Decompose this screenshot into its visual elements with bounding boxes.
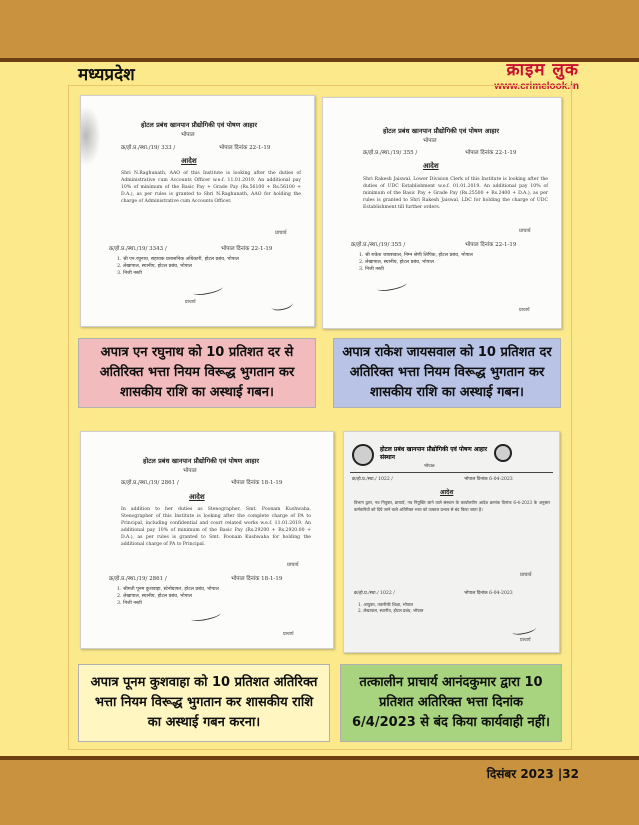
doc-city: भोपाल xyxy=(181,132,195,138)
brand-url: www.crimelook.in xyxy=(494,81,579,92)
doc-signatory: प्राचार्य xyxy=(185,300,196,305)
signature-scribble xyxy=(511,624,536,637)
doc-reference-2: क्र/हो.प्र./स्था./19/ 355 / xyxy=(351,242,406,248)
emblem-icon xyxy=(352,444,374,466)
divider xyxy=(350,472,553,473)
doc-body: Shri N.Raghunath, AAO of this Institute is looking after the duties of Administrative cum Accounts Officer w.e.f. 11.01.2019. An additional pay 10% of minimum of the Basic Pay + Grade Pay (Rs.56100 + Rs.56100 + D.A.), as per rules is granted to Shri N.Raghunath, AAO for holding the charge of Administrative cum Accounts Officer. xyxy=(121,171,301,204)
doc-reference: क्र/हो.प्र./स्था./ 1022 / xyxy=(352,477,393,482)
doc-date: भोपाल दिनांक 6-04-2023 xyxy=(464,477,513,482)
doc-signatory: प्राचार्य xyxy=(519,308,530,313)
copy-item: 2. लेखापाल, स्थानीय, होटल प्रबंध, भोपाल xyxy=(117,594,192,599)
copy-item: 1. आयुक्त, तकनीकी शिक्षा, भोपाल xyxy=(358,602,413,607)
copy-item: 3. निजी नस्ती xyxy=(359,267,384,272)
doc-reference: क्र/हो.प्र./स्था./19/ 355 / xyxy=(363,150,418,156)
doc-subheading: भोपाल xyxy=(424,464,435,469)
copy-item: 3. निजी नस्ती xyxy=(117,601,142,606)
doc-stamp: प्राचार्य xyxy=(275,230,287,236)
caption-poonam-kushwaha: अपात्र पूनम कुशवाहा को 10 प्रतिशत अतिरिक्त भत्ता नियम विरूद्ध भुगतान कर शासकीय राशि का अस्थाई गबन करना। xyxy=(78,664,330,742)
page-info: दिसंबर 2023 |32 xyxy=(486,767,579,781)
doc-signatory: प्राचार्य xyxy=(520,638,531,643)
doc-copy-list xyxy=(358,602,423,614)
page-header xyxy=(0,0,639,96)
emblem-icon xyxy=(494,444,512,462)
document-scan-2 xyxy=(322,97,562,329)
doc-stamp: प्राचार्य xyxy=(520,572,532,578)
doc-stamp: प्राचार्य xyxy=(519,228,531,234)
copy-item: 3. निजी नस्ती xyxy=(117,271,142,276)
doc-heading: होटल प्रबंध खानपान प्रौद्योगिकी एवं पोषण आहार xyxy=(383,127,500,135)
doc-reference: क्र/हो.प्र./स्था./19/ 333 / xyxy=(121,145,176,151)
header-band xyxy=(0,0,639,58)
document-scan-4 xyxy=(343,431,560,653)
doc-body: Shri Rakesh Jaiswal, Lower Division Clerk of this Institute is looking after the duties of UDC Establishment w.e.f. 01.01.2019. An additional pay 10% of minimum of the Basic Pay + Grade Pay (Rs.25500 + Rs.2400 + D.A.), as per rules is granted to Shri Rakesh Jaiswal, LDC for holding the charge of UDC Establishment till further orders. xyxy=(363,177,548,210)
caption-anandkumar: तत्कालीन प्राचार्य आनंदकुमार द्वारा 10 प्रतिशत अतिरिक्त भत्ता दिनांक 6/4/2023 से बंद किया कार्यवाही नहीं। xyxy=(340,664,562,742)
section-title: मध्यप्रदेश xyxy=(78,65,135,85)
doc-copy-list xyxy=(359,252,473,273)
doc-order-title: आदेश xyxy=(189,492,205,501)
document-scan-1 xyxy=(80,95,315,327)
signature-scribble xyxy=(190,609,221,623)
copy-item: 2. लेखापाल, स्थानीय, होटल प्रबंध, भोपाल xyxy=(117,264,192,269)
signature-scribble xyxy=(192,283,223,297)
copy-item: 1. श्री एन.रघुनाथ, सहायक प्रशासनिक अधिकारी, होटल प्रबंध, भोपाल xyxy=(117,257,239,262)
doc-order-title: आदेश xyxy=(181,156,197,165)
doc-copy-list xyxy=(117,256,239,277)
doc-date: भोपाल दिनांक 22-1-19 xyxy=(219,145,271,151)
copy-item: 1. श्री राकेश जायसवाल, निम्न श्रेणी लिपिक, होटल प्रबंध, भोपाल xyxy=(359,253,473,258)
doc-body: In addition to her duties as Stenographer, Smt. Poonam Kushwaha, Stenographer of this Institute is looking after the complete charge of PA to Principal, including confidential and court related works w.e.f. 11.01.2019. An additional pay 10% of minimum of the Basic Pay (Rs.29200 + Rs.2920.00 + D.A.), as per rules is granted to Smt. Poonam Kushwaha for holding the additional charge of PA to Principal. xyxy=(121,507,311,547)
handwritten-note xyxy=(270,298,294,312)
doc-heading: होटल प्रबंध खानपान प्रौद्योगिकी एवं पोषण आहार xyxy=(141,121,258,129)
doc-copy-list xyxy=(117,586,219,607)
doc-heading: होटल प्रबंध खानपान प्रौद्योगिकी एवं पोषण आहार संस्थान xyxy=(380,446,488,461)
doc-order-title: आदेश xyxy=(440,489,454,496)
copy-item: 1. श्रीमती पूनम कुशवाहा, स्टेनोग्राफर, होटल प्रबंध, भोपाल xyxy=(117,587,219,592)
doc-city: भोपाल xyxy=(423,138,437,144)
doc-reference-2: क्र/हो.प्र./स्था./ 1022 / xyxy=(354,591,395,596)
caption-raghunath: अपात्र एन रघुनाथ को 10 प्रतिशत दर से अतिरिक्त भत्ता नियम विरूद्ध भुगतान कर शासकीय राशि का अस्थाई गबन। xyxy=(78,338,316,408)
signature-scribble xyxy=(376,279,407,293)
doc-date-2: भोपाल दिनांक 18-1-19 xyxy=(231,576,283,582)
doc-date-2: भोपाल दिनांक 22-1-19 xyxy=(465,242,517,248)
doc-date: भोपाल दिनांक 22-1-19 xyxy=(465,150,517,156)
doc-reference-2: क्र/हो.प्र./स्था./19/ 3343 / xyxy=(109,246,167,252)
doc-date-2: भोपाल दिनांक 6-04-2023 xyxy=(464,591,513,596)
doc-reference: क्र/हो.प्र./स्था./19/ 2861 / xyxy=(121,480,179,486)
doc-order-title: आदेश xyxy=(423,161,439,170)
caption-rakesh-jaiswal: अपात्र राकेश जायसवाल को 10 प्रतिशत दर अतिरिक्त भत्ता नियम विरूद्ध भुगतान कर शासकीय राशि का अस्थाई गबन। xyxy=(333,338,561,408)
document-scan-3 xyxy=(80,431,334,649)
copy-item: 2. लेखापाल, स्थानीय, होटल प्रबंध, भोपाल xyxy=(359,260,434,265)
doc-date-2: भोपाल दिनांक 22-1-19 xyxy=(221,246,273,252)
doc-signatory: प्राचार्य xyxy=(283,632,294,637)
brand-name: क्राइम लुक xyxy=(506,60,579,80)
doc-reference-2: क्र/हो.प्र./स्था./19/ 2861 / xyxy=(109,576,167,582)
doc-stamp: प्राचार्य xyxy=(287,562,299,568)
doc-body: विभाग द्वारा, नव नियुक्त, प्राचार्य, नव नियुक्ति जाने वाले संस्थान के कार्यालयीन आदेश क्रमांक दिनांक 6-4-2023 के अनुसार कर्मचारियों को दिये जाने वाले अतिरिक्त भत्ता को तत्काल प्रभाव से बंद किया जाता है। xyxy=(354,500,550,512)
doc-heading: होटल प्रबंध खानपान प्रौद्योगिकी एवं पोषण आहार xyxy=(143,457,260,465)
copy-item: 2. लेखापाल, स्थानीय, होटल प्रबंध, भोपाल xyxy=(358,608,424,613)
doc-city: भोपाल xyxy=(183,468,197,474)
doc-date: भोपाल दिनांक 18-1-19 xyxy=(231,480,283,486)
